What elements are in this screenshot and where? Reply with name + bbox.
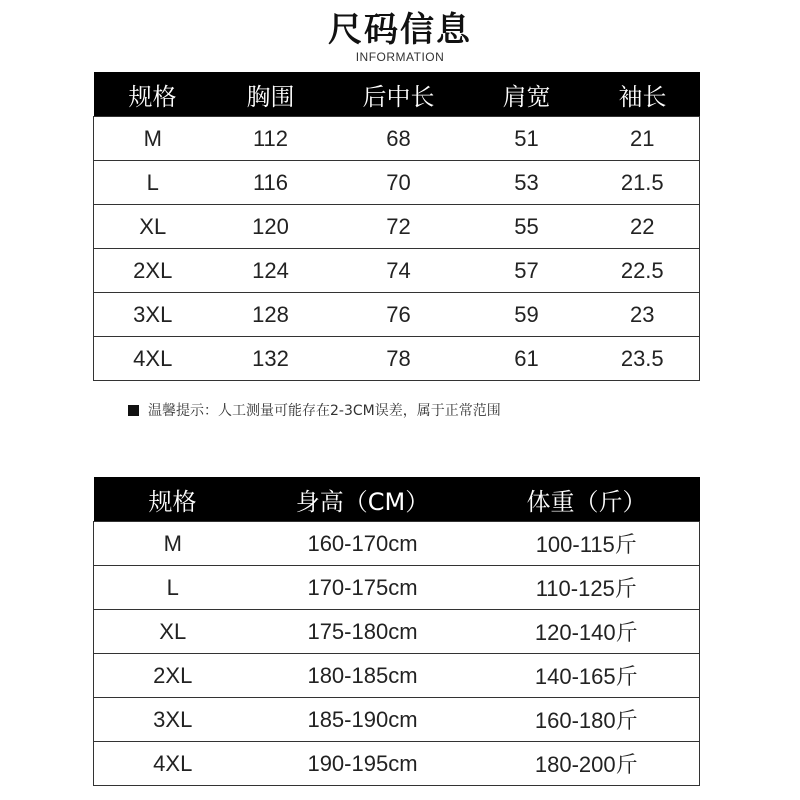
table-cell: 76: [330, 293, 468, 337]
size-recommendation-table: [93, 477, 700, 786]
table-row: [94, 205, 700, 249]
table-cell: 100-115斤: [474, 522, 700, 566]
table-cell: 128: [212, 293, 330, 337]
table-cell: 68: [330, 117, 468, 161]
column-header: 规格: [94, 477, 252, 522]
table-row: [94, 742, 700, 786]
table-cell: 22: [586, 205, 700, 249]
table-cell: 53: [468, 161, 586, 205]
column-header: 袖长: [586, 72, 700, 117]
tip-text: 温馨提示：人工测量可能存在2-3CM误差，属于正常范围: [148, 403, 501, 419]
table-cell: 160-170cm: [252, 522, 474, 566]
table-row: [94, 522, 700, 566]
table-cell: 72: [330, 205, 468, 249]
table-cell: 180-200斤: [474, 742, 700, 786]
table-row: [94, 337, 700, 381]
table-header-row: [94, 72, 700, 117]
table-cell: 170-175cm: [252, 566, 474, 610]
table-cell: M: [94, 522, 252, 566]
table-cell: 55: [468, 205, 586, 249]
table-row: [94, 566, 700, 610]
table-cell: 120-140斤: [474, 610, 700, 654]
table-cell: 140-165斤: [474, 654, 700, 698]
table-cell: 112: [212, 117, 330, 161]
table-header-row: [94, 477, 700, 522]
table-cell: 59: [468, 293, 586, 337]
table-cell: 61: [468, 337, 586, 381]
table-row: [94, 161, 700, 205]
table-cell: 74: [330, 249, 468, 293]
table-cell: M: [94, 117, 212, 161]
size-measurement-table: [93, 72, 700, 381]
table-cell: 70: [330, 161, 468, 205]
column-header: 规格: [94, 72, 212, 117]
table-row: [94, 610, 700, 654]
table-cell: XL: [94, 205, 212, 249]
square-bullet-icon: [128, 405, 139, 416]
table-cell: XL: [94, 610, 252, 654]
column-header: 后中长: [330, 72, 468, 117]
table-row: [94, 293, 700, 337]
column-header: 身高（CM）: [252, 477, 474, 522]
table-cell: 116: [212, 161, 330, 205]
table-cell: L: [94, 566, 252, 610]
table-cell: 57: [468, 249, 586, 293]
table-cell: 78: [330, 337, 468, 381]
table-cell: 51: [468, 117, 586, 161]
table-cell: L: [94, 161, 212, 205]
table-cell: 180-185cm: [252, 654, 474, 698]
table-cell: 160-180斤: [474, 698, 700, 742]
table-cell: 120: [212, 205, 330, 249]
table-cell: 4XL: [94, 742, 252, 786]
table-cell: 4XL: [94, 337, 212, 381]
page-title: 尺码信息: [328, 10, 472, 50]
column-header: 肩宽: [468, 72, 586, 117]
table-cell: 23.5: [586, 337, 700, 381]
table-row: [94, 249, 700, 293]
table-cell: 110-125斤: [474, 566, 700, 610]
table-cell: 23: [586, 293, 700, 337]
table-row: [94, 117, 700, 161]
table-cell: 175-180cm: [252, 610, 474, 654]
table-cell: 190-195cm: [252, 742, 474, 786]
table-cell: 3XL: [94, 698, 252, 742]
column-header: 胸围: [212, 72, 330, 117]
table-cell: 21: [586, 117, 700, 161]
table-cell: 3XL: [94, 293, 212, 337]
table-cell: 2XL: [94, 249, 212, 293]
table-row: [94, 654, 700, 698]
table-cell: 124: [212, 249, 330, 293]
table-cell: 2XL: [94, 654, 252, 698]
table-row: [94, 698, 700, 742]
column-header: 体重（斤）: [474, 477, 700, 522]
table-cell: 185-190cm: [252, 698, 474, 742]
measurement-tip: [128, 400, 501, 420]
table-cell: 132: [212, 337, 330, 381]
table-cell: 21.5: [586, 161, 700, 205]
page-subtitle: INFORMATION: [355, 50, 445, 64]
table-cell: 22.5: [586, 249, 700, 293]
